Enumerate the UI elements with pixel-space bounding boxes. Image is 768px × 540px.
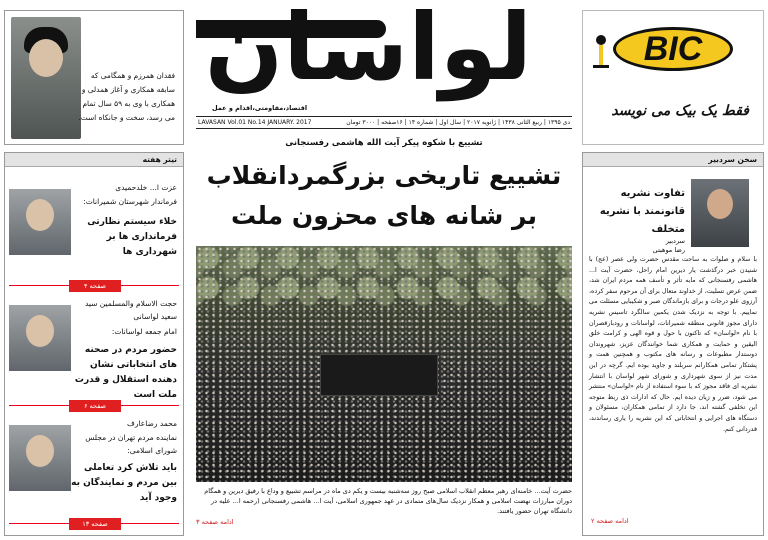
- editor-photo: [691, 179, 749, 247]
- bic-logo: BIC: [613, 27, 733, 71]
- headline-quote: حضور مردم در صحنه های انتخاباتی نشان دهنده استقلال و قدرت ملت است: [74, 345, 177, 400]
- person-name: عزت ا... خلدحمیدی: [115, 183, 177, 192]
- headline-item: [9, 175, 179, 285]
- bic-mascot-icon: [591, 35, 611, 71]
- headline-item: [9, 413, 179, 523]
- person-name: محمد رضاعارف: [127, 419, 177, 428]
- issue-info-english: LAVASAN Vol.01 No.14 JANUARY. 2017: [198, 119, 312, 126]
- headline-kicker: تشییع با شکوه پیکر آیت الله هاشمی رفسنجانی: [285, 138, 483, 148]
- page-link-bar[interactable]: [9, 520, 179, 535]
- editorial-column: [582, 152, 764, 536]
- headline-quote: باید تلاش کرد تعاملی بین مردم و نمایندگان به وجود آید: [71, 463, 177, 503]
- leader-portrait: [11, 17, 81, 139]
- main-headline: [196, 156, 572, 236]
- page-link[interactable]: صفحه ۴: [69, 280, 121, 292]
- logo-tagline: اقتصاد،مقاومتی،اقدام و عمل: [212, 104, 308, 112]
- column-header: سخن سردبیر: [583, 153, 763, 167]
- person-photo: [9, 305, 71, 371]
- headline-line-1: تشییع تاریخی بزرگمردانقلاب: [206, 161, 562, 190]
- continue-link[interactable]: ادامه صفحه ۳: [196, 518, 234, 526]
- issue-info-persian: دی ۱۳۹۵ | ربیع الثانی ۱۴۳۸ | ژانویه ۲۰۱۷ | سال اول | شماره ۱۴ | ۱۶صفحه | ۳۰۰۰ تومان: [346, 119, 570, 126]
- person-role: امام جمعه لواسانات:: [111, 327, 177, 336]
- photo-vehicle: [320, 354, 438, 396]
- headline-quote: خلاء سیستم نظارتی فرمانداری ها بر شهرداری ها: [87, 217, 177, 257]
- author-role: سردبیر: [665, 237, 685, 245]
- issue-info-strip: [196, 116, 572, 129]
- newspaper-logo: [196, 0, 572, 126]
- author-name: رضا موهبتی: [652, 246, 685, 254]
- ad-slogan: فقط یک بیک می نویسد: [611, 103, 749, 119]
- headline-line-2: بر شانه های محزون ملت: [231, 201, 537, 230]
- person-name: حجت الاسلام والمسلمین سید سعید لواسانی: [84, 299, 177, 321]
- column-header: تیتر هفته: [5, 153, 183, 167]
- photo-caption: حضرت آیت... خامنه‌ای رهبر معظم انقلاب اسلامی صبح روز سه‌شنبه بیست و یکم دی ماه در مراسم تشییع و وداع با رفیق دیرین و همگام دوران مبارزات نهضت اسلامی و همکار نزدیک سال‌های متمادی در عهد جمهوری اسلامی، آیت ا... هاشمی رفسنجانی (رحمه ا... علیه در دانشگاه تهران حضور یافتند.: [204, 487, 572, 515]
- headlines-column: [4, 152, 184, 536]
- logo-text: لواسان: [204, 0, 532, 101]
- continue-link[interactable]: ادامه صفحه ۲: [591, 517, 629, 525]
- condolence-text: فقدان همرزم و همگامی که سابقه همکاری و آغاز همدلی و همکاری با وی به ۵۹ سال تمام می رسد، سخت و جانکاه است.: [78, 71, 175, 122]
- person-photo: [9, 425, 71, 491]
- person-role: نماینده مردم تهران در مجلس شورای اسلامی:: [85, 433, 177, 455]
- editorial-body: با سلام و صلوات به ساحت مقدس حضرت ولی عصر (عج) با شنیدن خبر درگذشت یار دیرین امام راحل، حضرت آیت ا... هاشمی رفسنجانی که مایه تأثر و تأسف همه مردم ایران شد، ضمن عرض تسلیت، از خداوند متعال برای آن مرحوم سفر کرده، آرزوی علو درجات و برای بازماندگان صبر و شکیبایی مسئلت می نماییم. با توجه به نزدیک شدن یکمین سالگرد تاسیس نشریه دارای مجوز قانونی منطقه شمیرانات، لواسانات و رودبارقصران با نام «لواسان» که تاکنون با حول و قوه الهی و کرامت خلق الیقین و حمایت و همکاری شما خوانندگان عزیز، شهروندان دوستدار مطبوعات و رسانه های مکتوب و همچنین همت و پشتکار تمامی همکارانم سربلند و جاوید بوده ایم. گرچه در این مدت نیز از سوی شهرداری و شورای شهر لواسان با انتشار نشریه ای فاقد مجوز که با سوء استفاده از نام «لواسان» منتشر می شود، ضرر و زیان دیده ایم. حال که ادارات ذی ربط متوجه این تخلفی گشته اند، جا دارد از تمامی همکاران، مسئولان و دستگاه های اجرایی و انتخاباتی که این نشریه را یاری رساندند، قدردانی کنم.: [589, 256, 757, 433]
- editorial-title: تفاوت نشریه قانونمند با نشریه متخلف: [599, 188, 685, 235]
- headline-item: [9, 293, 179, 407]
- person-role: فرماندار شهرستان شمیرانات:: [83, 197, 177, 206]
- page-link[interactable]: صفحه ۱۳: [69, 518, 121, 530]
- editorial-author: [595, 237, 685, 255]
- funeral-crowd-photo: [196, 246, 572, 482]
- bic-advertisement: [582, 10, 764, 145]
- condolence-box: [4, 10, 184, 145]
- person-photo: [9, 189, 71, 255]
- page-link[interactable]: صفحه ۶: [69, 400, 121, 412]
